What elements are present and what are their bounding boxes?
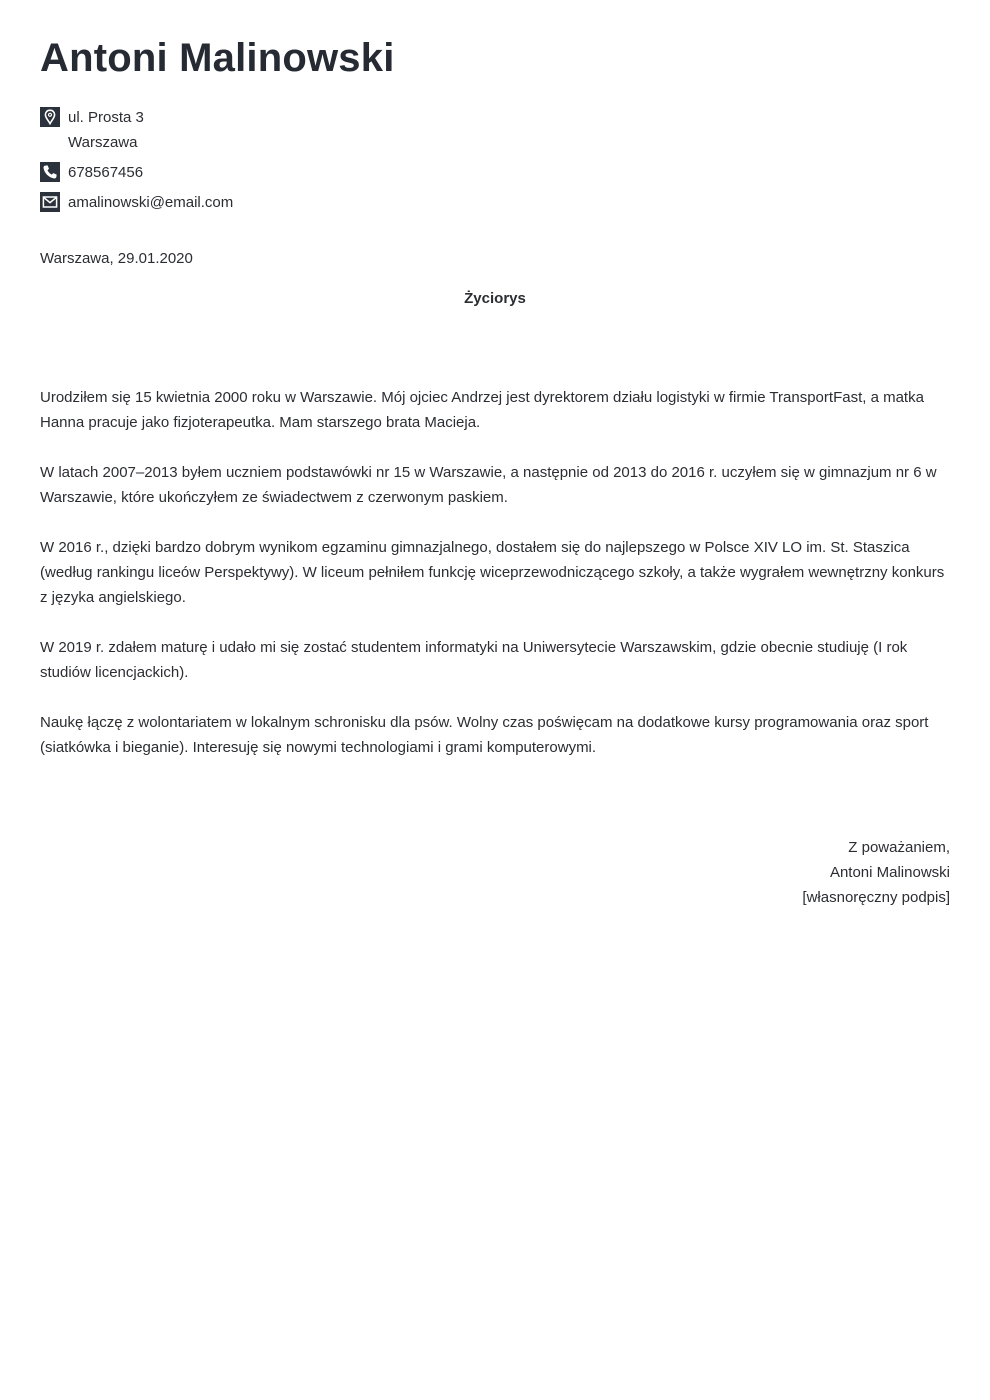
address-line-city: Warszawa: [68, 134, 138, 151]
letter-closing: [802, 835, 950, 910]
signer-name: Antoni Malinowski: [829, 864, 950, 881]
contact-address: [40, 105, 640, 155]
document-title: Życiorys: [464, 290, 526, 307]
phone-row: [40, 160, 640, 185]
email-address: amalinowski@email.com: [68, 194, 234, 211]
letter-body: [40, 385, 950, 785]
paragraph: Naukę łączę z wolontariatem w lokalnym schronisku dla psów. Wolny czas poświęcam na dodatkowe kursy programowania oraz sport (siatkówka i bieganie). Interesuję się nowymi technologiami i grami komputerowymi.: [40, 714, 929, 756]
contact-email: [40, 190, 640, 215]
applicant-name: Antoni Malinowski: [40, 36, 395, 80]
phone-icon: [40, 162, 60, 182]
email-row: [40, 190, 640, 215]
place-and-date: Warszawa, 29.01.2020: [40, 250, 193, 267]
address-row: [40, 105, 640, 155]
envelope-icon: [40, 192, 60, 212]
signature-placeholder: [własnoręczny podpis]: [802, 889, 950, 906]
phone-number: 678567456: [68, 164, 144, 181]
contact-phone: [40, 160, 640, 185]
location-pin-icon: [40, 107, 60, 127]
paragraph: W 2019 r. zdałem maturę i udało mi się zostać studentem informatyki na Uniwersytecie Warszawskim, gdzie obecnie studiuję (I rok studiów licencjackich).: [40, 639, 908, 681]
paragraph: Urodziłem się 15 kwietnia 2000 roku w Warszawie. Mój ojciec Andrzej jest dyrektorem działu logistyki w firmie TransportFast, a matka Hanna pracuje jako fizjoterapeutka. Mam starszego brata Macieja.: [40, 389, 924, 431]
address-line-street: ul. Prosta 3: [68, 109, 144, 126]
paragraph: W latach 2007–2013 byłem uczniem podstawówki nr 15 w Warszawie, a następnie od 2013 do 2016 r. uczyłem się w gimnazjum nr 6 w Warszawie, które ukończyłem ze świadectwem z czerwonym paskiem.: [40, 464, 937, 506]
paragraph: W 2016 r., dzięki bardzo dobrym wynikom egzaminu gimnazjalnego, dostałem się do najlepszego w Polsce XIV LO im. St. Staszica (według rankingu liceów Perspektywy). W liceum pełniłem funkcję wiceprzewodniczącego szkoły, a także wygrałem wewnętrzny konkurs z języka angielskiego.: [40, 539, 945, 606]
closing-greeting: Z poważaniem,: [848, 839, 950, 856]
